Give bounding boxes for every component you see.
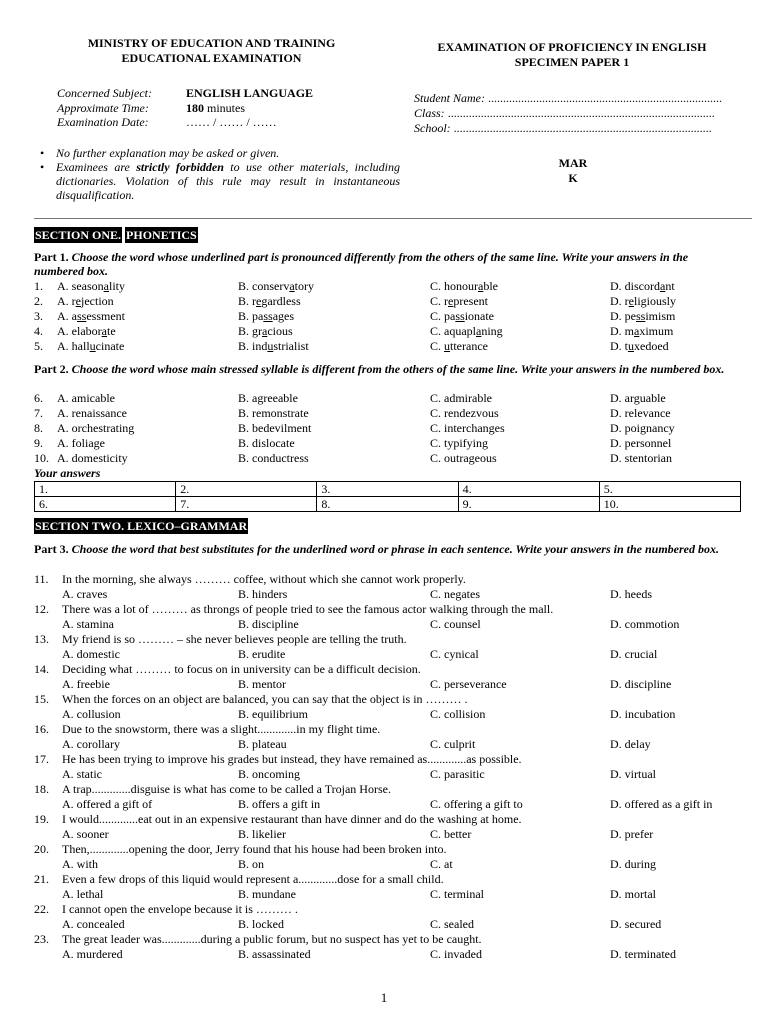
instruction-item: • No further explanation may be asked or given. (40, 146, 280, 160)
question-text: In the morning, she always ……… coffee, without which she cannot work properly. (62, 572, 466, 586)
question-item (34, 692, 754, 722)
question-item (34, 632, 754, 662)
option-d[interactable]: D. poignancy (610, 421, 675, 435)
option-b[interactable]: B. agreeable (238, 391, 298, 405)
section-two-title: SECTION TWO. LEXICO–GRAMMAR (35, 519, 248, 533)
question-options (34, 857, 754, 872)
option-d[interactable]: D. commotion (610, 617, 680, 631)
option-a[interactable]: A. domestic (62, 647, 120, 661)
question-item (34, 722, 754, 752)
option-c[interactable]: C. aquaplaning (430, 324, 503, 338)
exam-title: EXAMINATION OF PROFICIENCY IN ENGLISH (437, 40, 707, 54)
option-b[interactable]: B. hinders (238, 587, 288, 601)
question-text: A trap.............disguise is what has come to be called a Trojan Horse. (62, 782, 391, 796)
option-b[interactable]: B. equilibrium (238, 707, 308, 721)
section-one-title: SECTION ONE. PHONETICS (35, 228, 197, 242)
question-item (34, 932, 754, 962)
question-stem (34, 752, 754, 767)
question-number: 16. (34, 722, 49, 736)
option-b[interactable]: B. locked (238, 917, 284, 931)
question-text: He has been trying to improve his grades but instead, they have remained as.............as possible. (62, 752, 522, 766)
option-a[interactable]: A. assessment (57, 309, 126, 323)
option-d[interactable]: D. maximum (610, 324, 674, 338)
question-stem (34, 572, 754, 587)
option-b[interactable]: B. plateau (238, 737, 287, 751)
question-row (34, 339, 740, 354)
date-value: …… / …… / …… (186, 115, 277, 129)
question-number: 4. (34, 324, 43, 338)
option-a[interactable]: A. offered a gift of (62, 797, 153, 811)
part3-items (34, 572, 754, 962)
question-item (34, 842, 754, 872)
option-c[interactable]: C. offering a gift to (430, 797, 523, 811)
question-number: 21. (34, 872, 49, 886)
part2-instruction: Part 2. Choose the word whose main stressed syllable is different from the others of the same line. Write your answers in the numbered box. (34, 362, 725, 376)
question-number: 14. (34, 662, 49, 676)
question-item (34, 572, 754, 602)
option-d[interactable]: D. virtual (610, 767, 656, 781)
question-item (34, 662, 754, 692)
question-options (34, 587, 754, 602)
option-a[interactable]: A. concealed (62, 917, 125, 931)
ministry-title: MINISTRY OF EDUCATION AND TRAINING (87, 36, 336, 50)
ministry-header (70, 36, 353, 66)
option-c[interactable]: C. invaded (430, 947, 482, 961)
option-c[interactable]: C. rendezvous (430, 406, 499, 420)
page-number: 1 (380, 990, 388, 1005)
question-stem (34, 932, 754, 947)
option-d[interactable]: D. terminated (610, 947, 676, 961)
question-options (34, 827, 754, 842)
option-a[interactable]: A. with (62, 857, 98, 871)
option-d[interactable]: D. discipline (610, 677, 672, 691)
option-d[interactable]: D. crucial (610, 647, 658, 661)
answers-row (35, 497, 741, 512)
question-stem (34, 722, 754, 737)
question-stem (34, 812, 754, 827)
option-a[interactable]: A. stamina (62, 617, 114, 631)
mark-box: MAR K (558, 156, 588, 185)
option-c[interactable]: C. parasitic (430, 767, 485, 781)
option-a[interactable]: A. renaissance (57, 406, 127, 420)
option-b[interactable]: B. dislocate (238, 436, 295, 450)
question-stem (34, 662, 754, 677)
student-name-field[interactable]: Student Name: .............................................................................. (414, 91, 722, 105)
option-c[interactable]: C. cynical (430, 647, 479, 661)
option-a[interactable]: A. freebie (62, 677, 110, 691)
option-a[interactable]: A. static (62, 767, 102, 781)
option-b[interactable]: B. erudite (238, 647, 286, 661)
question-options (34, 677, 754, 692)
answer-cell[interactable]: 2. (176, 482, 317, 497)
option-d[interactable]: D. heeds (610, 587, 652, 601)
option-c[interactable]: C. utterance (430, 339, 488, 353)
option-a[interactable]: A. murdered (62, 947, 123, 961)
option-c[interactable]: C. passionate (430, 309, 495, 323)
instruction-item: • Examinees are strictly forbidden to use other materials, including dictionaries. Violation of this rule may result in instantaneous disqualification. (40, 160, 401, 202)
option-b[interactable]: B. discipline (238, 617, 299, 631)
option-b[interactable]: B. offers a gift in (238, 797, 321, 811)
question-row (34, 279, 740, 294)
part2-items (34, 391, 740, 466)
option-d[interactable]: D. pessimism (610, 309, 676, 323)
time-value: 180 minutes (186, 100, 245, 115)
option-a[interactable]: A. sooner (62, 827, 109, 841)
option-d[interactable]: D. incubation (610, 707, 676, 721)
paper-title: SPECIMEN PAPER 1 (514, 55, 630, 69)
option-c[interactable]: C. typifying (430, 436, 489, 450)
exam-header (414, 40, 730, 70)
question-stem (34, 782, 754, 797)
question-row (34, 451, 740, 466)
option-b[interactable]: B. conservatory (238, 279, 314, 293)
answers-row (35, 482, 741, 497)
option-c[interactable]: C. collision (430, 707, 486, 721)
answer-cell[interactable]: 9. (458, 497, 599, 512)
option-d[interactable]: D. mortal (610, 887, 656, 901)
question-number: 12. (34, 602, 49, 616)
question-text: When the forces on an object are balanced, you can say that the object is in ……… . (62, 692, 468, 706)
time-row (57, 101, 347, 116)
question-options (34, 647, 754, 662)
option-b[interactable]: B. on (238, 857, 265, 871)
question-row (34, 309, 740, 324)
question-number: 2. (34, 294, 43, 308)
question-text: There was a lot of ……… as throngs of people tried to see the famous actor walking through the mall. (62, 602, 554, 616)
option-b[interactable]: B. mentor (238, 677, 286, 691)
answers-table (34, 481, 741, 512)
option-c[interactable]: C. terminal (430, 887, 484, 901)
option-c[interactable]: C. interchanges (430, 421, 505, 435)
question-number: 8. (34, 421, 43, 435)
option-b[interactable]: B. passages (238, 309, 295, 323)
question-stem (34, 692, 754, 707)
question-options (34, 887, 754, 902)
question-item (34, 872, 754, 902)
option-a[interactable]: A. craves (62, 587, 108, 601)
student-info (414, 91, 732, 136)
subject-value: ENGLISH LANGUAGE (186, 86, 314, 100)
option-b[interactable]: B. gracious (238, 324, 293, 338)
answer-cell[interactable]: 10. (599, 497, 740, 512)
bullet-icon: • (40, 146, 45, 160)
option-d[interactable]: D. delay (610, 737, 651, 751)
option-a[interactable]: A. collusion (62, 707, 121, 721)
question-options (34, 617, 754, 632)
question-stem (34, 842, 754, 857)
option-a[interactable]: A. lethal (62, 887, 104, 901)
option-b[interactable]: B. mundane (238, 887, 296, 901)
answer-cell[interactable]: 1. (35, 482, 176, 497)
question-options (34, 737, 754, 752)
option-a[interactable]: A. rejection (57, 294, 114, 308)
question-number: 23. (34, 932, 49, 946)
option-d[interactable]: D. secured (610, 917, 662, 931)
option-c[interactable]: C. represent (430, 294, 488, 308)
school-field[interactable]: School: ...................................................................................... (414, 121, 712, 135)
option-d[interactable]: D. during (610, 857, 656, 871)
question-number: 13. (34, 632, 49, 646)
option-b[interactable]: B. industrialist (238, 339, 309, 353)
option-d[interactable]: D. stentorian (610, 451, 672, 465)
question-row (34, 406, 740, 421)
option-a[interactable]: A. hallucinate (57, 339, 125, 353)
option-a[interactable]: A. amicable (57, 391, 115, 405)
question-stem (34, 632, 754, 647)
question-number: 22. (34, 902, 49, 916)
subject-label: Concerned Subject: (57, 86, 152, 100)
question-options (34, 917, 754, 932)
question-text: I cannot open the envelope because it is ……… . (62, 902, 298, 916)
question-number: 20. (34, 842, 49, 856)
part1-items (34, 279, 740, 354)
option-a[interactable]: A. foliage (57, 436, 105, 450)
question-row (34, 324, 740, 339)
question-options (34, 707, 754, 722)
class-field[interactable]: Class: ......................................................................................... (414, 106, 715, 120)
question-number: 9. (34, 436, 43, 450)
question-item (34, 602, 754, 632)
option-b[interactable]: B. remonstrate (238, 406, 309, 420)
answer-cell[interactable]: 8. (317, 497, 458, 512)
option-c[interactable]: C. at (430, 857, 453, 871)
option-d[interactable]: D. tuxedoed (610, 339, 669, 353)
answer-cell[interactable]: 7. (176, 497, 317, 512)
option-d[interactable]: D. prefer (610, 827, 654, 841)
question-item (34, 782, 754, 812)
option-d[interactable]: D. personnel (610, 436, 672, 450)
question-number: 6. (34, 391, 43, 405)
question-text: I would.............eat out in an expensive restaurant than have dinner and do the washing at home. (62, 812, 522, 826)
subject-row (57, 86, 347, 101)
question-item (34, 902, 754, 932)
option-b[interactable]: B. conductress (238, 451, 309, 465)
question-options (34, 947, 754, 962)
question-number: 18. (34, 782, 49, 796)
option-c[interactable]: C. culprit (430, 737, 476, 751)
option-a[interactable]: A. corollary (62, 737, 120, 751)
option-b[interactable]: B. oncoming (238, 767, 300, 781)
time-label: Approximate Time: (57, 100, 149, 115)
option-b[interactable]: B. likelier (238, 827, 286, 841)
option-d[interactable]: D. relevance (610, 406, 671, 420)
question-number: 10. (34, 451, 49, 465)
option-d[interactable]: D. religiously (610, 294, 677, 308)
question-item (34, 812, 754, 842)
question-item (34, 752, 754, 782)
option-d[interactable]: D. arguable (610, 391, 666, 405)
divider (34, 218, 752, 219)
question-number: 17. (34, 752, 49, 766)
part1-instruction: Part 1. Choose the word whose underlined part is pronounced differently from the others of the same line. Write your answers in the numbered box. (34, 250, 689, 278)
option-b[interactable]: B. bedevilment (238, 421, 312, 435)
option-b[interactable]: B. regardless (238, 294, 301, 308)
question-text: The great leader was.............during a public forum, but no suspect has yet to be caught. (62, 932, 482, 946)
question-text: My friend is so ……… – she never believes people are telling the truth. (62, 632, 407, 646)
question-row (34, 294, 740, 309)
option-c[interactable]: C. honourable (430, 279, 498, 293)
answers-label: Your answers (34, 466, 101, 480)
question-stem (34, 602, 754, 617)
question-options (34, 767, 754, 782)
date-label: Examination Date: (57, 115, 149, 129)
part3-instruction: Part 3. Choose the word that best substitutes for the underlined word or phrase in each sentence. Write your answers in the numbered box. (34, 542, 719, 556)
question-row (34, 436, 740, 451)
exam-meta (57, 86, 347, 130)
question-number: 5. (34, 339, 43, 353)
question-text: Even a few drops of this liquid would represent a.............dose for a small child. (62, 872, 444, 886)
option-b[interactable]: B. assassinated (238, 947, 311, 961)
answer-cell[interactable]: 6. (35, 497, 176, 512)
option-c[interactable]: C. counsel (430, 617, 481, 631)
bullet-icon: • (40, 160, 45, 174)
option-a[interactable]: A. seasonality (57, 279, 126, 293)
option-c[interactable]: C. sealed (430, 917, 474, 931)
question-options (34, 797, 754, 812)
question-text: Then,.............opening the door, Jerry found that his house had been broken into. (62, 842, 447, 856)
question-text: Deciding what ……… to focus on in university can be a difficult decision. (62, 662, 421, 676)
question-number: 15. (34, 692, 49, 706)
option-a[interactable]: A. elaborate (57, 324, 116, 338)
date-row (57, 115, 347, 130)
option-c[interactable]: C. perseverance (430, 677, 507, 691)
question-stem (34, 872, 754, 887)
answer-cell[interactable]: 5. (599, 482, 740, 497)
question-number: 7. (34, 406, 43, 420)
option-a[interactable]: A. domesticity (57, 451, 128, 465)
option-d[interactable]: D. offered as a gift in (610, 797, 713, 811)
question-number: 3. (34, 309, 43, 323)
exam-body-title: EDUCATIONAL EXAMINATION (121, 51, 302, 65)
option-c[interactable]: C. admirable (430, 391, 492, 405)
answer-cell[interactable]: 3. (317, 482, 458, 497)
question-row (34, 421, 740, 436)
question-number: 1. (34, 279, 43, 293)
option-d[interactable]: D. discordant (610, 279, 675, 293)
question-row (34, 391, 740, 406)
question-number: 11. (34, 572, 49, 586)
answer-cell[interactable]: 4. (458, 482, 599, 497)
question-text: Due to the snowstorm, there was a slight.............in my flight time. (62, 722, 381, 736)
instructions-list (40, 146, 400, 202)
option-c[interactable]: C. outrageous (430, 451, 497, 465)
question-number: 19. (34, 812, 49, 826)
option-a[interactable]: A. orchestrating (57, 421, 135, 435)
option-c[interactable]: C. better (430, 827, 472, 841)
question-stem (34, 902, 754, 917)
option-c[interactable]: C. negates (430, 587, 480, 601)
